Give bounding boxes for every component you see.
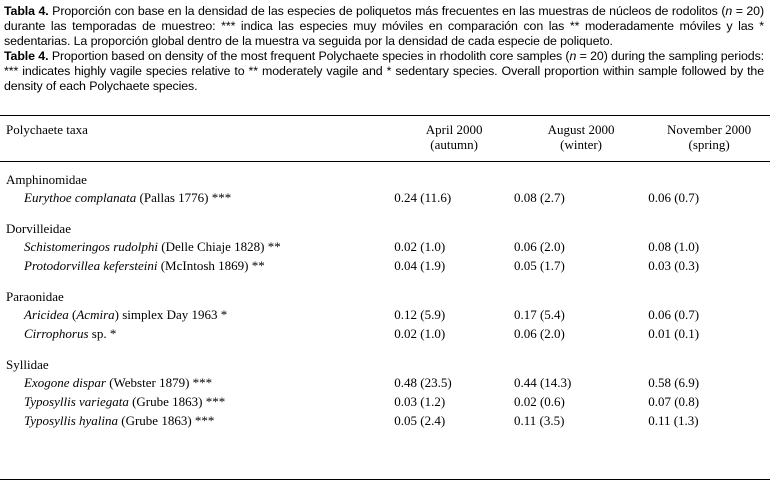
family-name: Syllidae xyxy=(6,357,49,372)
species-name xyxy=(0,375,394,394)
value-november: 0.01 (0.1) xyxy=(648,326,700,341)
caption-spanish-text-2: = 20) durante las temporadas de muestreo: *** indica las especies muy móviles en comparación con las ** moderadamente móviles y las * sedentarias. La proporción global dentro de la muestra va seguida por la densidad de cada especie de poliqueto. xyxy=(4,4,764,48)
family-row xyxy=(0,277,770,307)
caption-spanish xyxy=(4,4,764,49)
caption-english-n: n xyxy=(569,49,577,63)
species-name: Aricidea (Acmira) simplex Day 1963 * xyxy=(24,307,228,322)
species-name xyxy=(0,394,394,413)
value-november: 0.03 (0.3) xyxy=(648,258,700,273)
caption-english xyxy=(4,49,764,94)
caption-spanish-n: n xyxy=(725,4,733,18)
value-august: 0.11 (3.5) xyxy=(513,413,565,428)
species-genus-italic: Schistomeringos rudolphi xyxy=(24,239,158,254)
family-row xyxy=(0,209,770,239)
species-authority: (Webster 1879) *** xyxy=(105,375,213,390)
value-august: 0.02 (0.6) xyxy=(513,394,565,409)
species-row xyxy=(0,258,770,277)
caption-english-text-1: Proportion based on density of the most frequent Polychaete species in rhodolith core samples ( xyxy=(51,49,570,63)
header-august xyxy=(514,116,648,160)
caption-english-text-2: = 20) during the sampling periods: *** indicates highly vagile species relative to ** moderately vagile and * sedentary species. Overall proportion within sample followed by the density of each Polychaete species. xyxy=(4,49,765,93)
value-august: 0.17 (5.4) xyxy=(513,307,565,322)
value-april: 0.02 (1.0) xyxy=(394,326,446,341)
value-august: 0.44 (14.3) xyxy=(513,375,572,390)
family-row xyxy=(0,160,770,190)
species-authority: (Grube 1863) *** xyxy=(128,394,226,409)
value-november: 0.07 (0.8) xyxy=(648,394,700,409)
species-authority: (Delle Chiaje 1828) ** xyxy=(157,239,281,254)
species-authority: simplex Day 1963 * xyxy=(118,307,228,322)
value-april: 0.04 (1.9) xyxy=(394,258,446,273)
species-genus-italic: Eurythoe complanata xyxy=(24,190,137,205)
species-name xyxy=(0,413,394,432)
header-april xyxy=(394,116,514,160)
species-authority: (Grube 1863) *** xyxy=(118,413,215,428)
caption-spanish-label: Tabla 4. xyxy=(4,4,49,18)
header-april-line1: April 2000 xyxy=(425,122,483,137)
family-name: Dorvilleidae xyxy=(6,221,71,236)
table-bottom-rule xyxy=(0,479,770,480)
species-authority: sp. * xyxy=(88,326,117,341)
header-november xyxy=(648,116,770,160)
table-caption xyxy=(4,4,764,94)
value-august: 0.06 (2.0) xyxy=(513,239,565,254)
header-november-line2: (spring) xyxy=(688,137,730,152)
species-row xyxy=(0,375,770,394)
species-authority: (Pallas 1776) *** xyxy=(136,190,232,205)
value-november: 0.06 (0.7) xyxy=(648,190,700,205)
species-genus-italic: Typosyllis hyalina xyxy=(24,413,119,428)
caption-english-label: Table 4. xyxy=(4,49,49,63)
value-november: 0.06 (0.7) xyxy=(648,307,700,322)
species-name xyxy=(0,258,394,277)
species-name xyxy=(0,326,394,345)
header-november-line1: November 2000 xyxy=(667,122,752,137)
value-april: 0.48 (23.5) xyxy=(394,375,452,390)
value-april: 0.12 (5.9) xyxy=(394,307,446,322)
species-genus-italic: Protodorvillea kefersteini xyxy=(24,258,158,273)
header-april-line2: (autumn) xyxy=(430,137,478,152)
species-genus-italic: Aricidea xyxy=(24,307,69,322)
value-august: 0.05 (1.7) xyxy=(513,258,565,273)
header-august-line2: (winter) xyxy=(560,137,603,152)
species-row xyxy=(0,326,770,345)
species-row xyxy=(0,307,770,326)
table-header-row xyxy=(0,116,770,160)
family-name: Paraonidae xyxy=(6,289,64,304)
species-genus-italic: Exogone dispar xyxy=(24,375,106,390)
species-row xyxy=(0,239,770,258)
species-name xyxy=(0,190,394,209)
species-row xyxy=(0,190,770,209)
value-august: 0.08 (2.7) xyxy=(513,190,565,205)
value-november: 0.58 (6.9) xyxy=(648,375,700,390)
species-row xyxy=(0,394,770,413)
header-taxa: Polychaete taxa xyxy=(6,122,88,137)
value-november: 0.11 (1.3) xyxy=(648,413,699,428)
polychaete-table xyxy=(0,116,770,432)
value-april: 0.02 (1.0) xyxy=(394,239,446,254)
value-april: 0.05 (2.4) xyxy=(394,413,446,428)
species-name xyxy=(0,239,394,258)
value-november: 0.08 (1.0) xyxy=(648,239,700,254)
header-august-line1: August 2000 xyxy=(547,122,615,137)
species-row xyxy=(0,413,770,432)
species-subgenus-italic: Acmira xyxy=(76,307,115,322)
value-april: 0.24 (11.6) xyxy=(394,190,452,205)
family-row xyxy=(0,345,770,375)
species-genus-italic: Cirrophorus xyxy=(24,326,89,341)
family-name: Amphinomidae xyxy=(6,172,87,187)
species-authority: (McIntosh 1869) ** xyxy=(157,258,265,273)
caption-spanish-text-1: Proporción con base en la densidad de las especies de poliquetos más frecuentes en las muestras de núcleos de rodolitos ( xyxy=(52,4,726,18)
value-april: 0.03 (1.2) xyxy=(394,394,446,409)
value-august: 0.06 (2.0) xyxy=(513,326,565,341)
species-genus-italic: Typosyllis variegata xyxy=(24,394,129,409)
